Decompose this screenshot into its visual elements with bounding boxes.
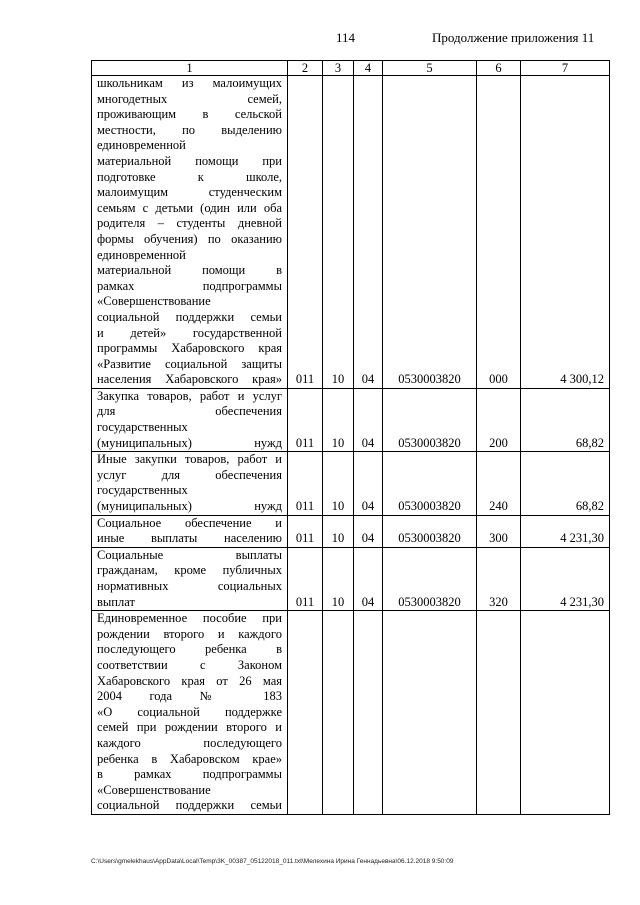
- expense-type-code: 240: [477, 452, 521, 515]
- expense-type-code: 300: [477, 515, 521, 547]
- target-article-code: 0530003820: [383, 388, 477, 451]
- column-number: 1: [92, 61, 288, 76]
- footer-file-path: C:\Users\gmelekhaus\AppData\Local\Temp\3K_00387_05122018_011.txt\Мелехина Ирина Геннадьевна\06.12.2018 9:50:09: [91, 858, 454, 865]
- table-row: [92, 76, 610, 389]
- description-line: единовременной: [97, 138, 186, 153]
- description-line: гражданам, кроме публичных: [97, 563, 282, 578]
- column-number: 5: [383, 61, 477, 76]
- description-line: школьникам из малоимущих: [97, 76, 282, 90]
- expense-type-code: 320: [477, 547, 521, 610]
- description-line: «О социальной поддержке: [97, 704, 282, 719]
- description-line: в рамках подпрограммы: [97, 767, 282, 782]
- row-description: [92, 388, 288, 451]
- description-line: местности, по выделению: [97, 122, 282, 137]
- description-line: Единовременное пособие при: [97, 611, 282, 626]
- description-line: единовременной: [97, 247, 186, 262]
- description-line: проживающим в сельской: [97, 107, 282, 122]
- table-row: [92, 388, 610, 451]
- description-line: подготовке к школе,: [97, 169, 282, 184]
- target-article-code: 0530003820: [383, 452, 477, 515]
- section-code: 10: [323, 515, 354, 547]
- description-line: семьям с детьми (один или оба: [97, 200, 282, 215]
- description-line: материальной помощи в: [97, 263, 282, 278]
- description-line: выплат: [97, 594, 135, 609]
- amount-value: 4 231,30: [521, 547, 610, 610]
- ministry-code: 011: [288, 515, 323, 547]
- expense-type-code: 000: [477, 76, 521, 389]
- amount-value: 68,82: [521, 388, 610, 451]
- column-number: 4: [354, 61, 383, 76]
- subsection-code: 04: [354, 388, 383, 451]
- description-line: «Совершенствование: [97, 782, 211, 797]
- description-line: ребенка в Хабаровском крае»: [97, 751, 282, 766]
- amount-value: [521, 611, 610, 815]
- description-line: государственных: [97, 420, 188, 435]
- description-line: каждого последующего: [97, 735, 282, 750]
- section-code: 10: [323, 76, 354, 389]
- table-row: [92, 515, 610, 547]
- description-line: материальной помощи при: [97, 153, 282, 168]
- target-article-code: [383, 611, 477, 815]
- subsection-code: 04: [354, 76, 383, 389]
- ministry-code: 011: [288, 547, 323, 610]
- ministry-code: 011: [288, 452, 323, 515]
- description-line: для обеспечения: [97, 404, 282, 419]
- column-number: 2: [288, 61, 323, 76]
- subsection-code: [354, 611, 383, 815]
- description-line: рождении второго и каждого: [97, 626, 282, 641]
- description-line: нормативных социальных: [97, 579, 282, 593]
- column-number: 7: [521, 61, 610, 76]
- row-description: [92, 515, 288, 547]
- column-number: 6: [477, 61, 521, 76]
- description-line: Хабаровского края от 26 мая: [97, 673, 282, 688]
- description-line: многодетных семей,: [97, 91, 282, 106]
- row-description: [92, 547, 288, 610]
- amount-value: 4 300,12: [521, 76, 610, 389]
- description-line: Социальные выплаты: [97, 547, 282, 562]
- ministry-code: 011: [288, 76, 323, 389]
- appendix-title: Продолжение приложения 11: [432, 30, 595, 45]
- description-line: иные выплаты населению: [97, 531, 282, 546]
- subsection-code: 04: [354, 547, 383, 610]
- description-line: малоимущим студенческим: [97, 185, 282, 200]
- description-line: Социальное обеспечение и: [97, 515, 282, 530]
- description-line: последующего ребенка в: [97, 642, 282, 657]
- description-line: рамках подпрограммы: [97, 278, 282, 293]
- table-row: [92, 547, 610, 610]
- ministry-code: [288, 611, 323, 815]
- description-line: Иные закупки товаров, работ и: [97, 452, 282, 467]
- description-line: (муниципальных) нужд: [97, 435, 282, 450]
- description-line: Закупка товаров, работ и услуг: [97, 388, 282, 403]
- description-line: соответствии с Законом: [97, 657, 282, 672]
- description-line: услуг для обеспечения: [97, 467, 282, 482]
- section-code: [323, 611, 354, 815]
- target-article-code: 0530003820: [383, 515, 477, 547]
- expense-type-code: [477, 611, 521, 815]
- table-row: [92, 452, 610, 515]
- description-line: семей при рождении второго и: [97, 720, 282, 735]
- ministry-code: 011: [288, 388, 323, 451]
- description-line: программы Хабаровского края: [97, 341, 282, 356]
- target-article-code: 0530003820: [383, 547, 477, 610]
- budget-table: [91, 60, 610, 815]
- description-line: социальной поддержки семьи: [97, 309, 282, 324]
- description-line: государственных: [97, 483, 188, 498]
- description-line: «Совершенствование: [97, 294, 211, 309]
- column-number: 3: [323, 61, 354, 76]
- description-line: и детей» государственной: [97, 325, 282, 340]
- description-line: 2004 года № 183: [97, 689, 282, 704]
- page-number: 114: [336, 30, 356, 45]
- amount-value: 4 231,30: [521, 515, 610, 547]
- column-number-row: [92, 61, 610, 76]
- description-line: «Развитие социальной защиты: [97, 356, 282, 371]
- description-line: населения Хабаровского края»: [97, 372, 282, 387]
- table-row: [92, 611, 610, 815]
- description-line: социальной поддержки семьи: [97, 798, 282, 813]
- amount-value: 68,82: [521, 452, 610, 515]
- subsection-code: 04: [354, 515, 383, 547]
- section-code: 10: [323, 452, 354, 515]
- section-code: 10: [323, 388, 354, 451]
- row-description: [92, 611, 288, 815]
- description-line: (муниципальных) нужд: [97, 499, 282, 514]
- row-description: [92, 76, 288, 389]
- target-article-code: 0530003820: [383, 76, 477, 389]
- subsection-code: 04: [354, 452, 383, 515]
- description-line: родителя – студенты дневной: [97, 216, 282, 231]
- description-line: формы обучения) по оказанию: [97, 231, 282, 246]
- row-description: [92, 452, 288, 515]
- expense-type-code: 200: [477, 388, 521, 451]
- section-code: 10: [323, 547, 354, 610]
